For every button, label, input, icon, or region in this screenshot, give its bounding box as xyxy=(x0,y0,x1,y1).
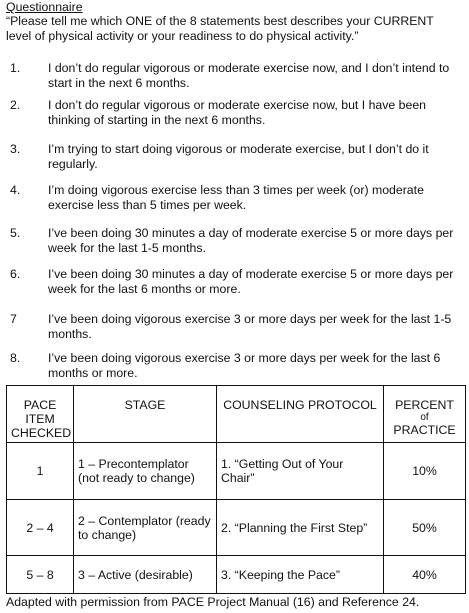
statement-number: 3. xyxy=(10,142,21,156)
table-row xyxy=(7,443,466,500)
statement-text: I’m doing vigorous exercise less than 3 times per week (or) moderate exercise less than 5 times per week. xyxy=(48,183,424,212)
cell-pace-item: 1 xyxy=(7,443,74,500)
cell-stage: 1 – Precontemplator (not ready to change) xyxy=(74,443,217,500)
table-header-row xyxy=(7,386,466,443)
statement-number: 7 xyxy=(10,312,17,326)
header-percent-top: PERCENT xyxy=(395,398,454,412)
header-stage: STAGE xyxy=(74,386,217,443)
header-percent xyxy=(384,386,466,443)
statement-number: 5. xyxy=(10,226,21,240)
statement-text: I’m trying to start doing vigorous or moderate exercise, but I don’t do it regularly. xyxy=(48,142,429,171)
table-row xyxy=(7,500,466,556)
statement-number: 4. xyxy=(10,183,21,197)
header-pace-item: PACE ITEM CHECKED xyxy=(7,386,74,443)
header-percent-bottom: PRACTICE xyxy=(393,423,456,437)
cell-percent: 40% xyxy=(384,556,466,594)
statement-text: I don’t do regular vigorous or moderate exercise now, and I don’t intend to start in the next 6 months. xyxy=(48,61,450,90)
statement-number: 2. xyxy=(10,98,21,112)
statement-number: 6. xyxy=(10,267,21,281)
cell-protocol: 1. “Getting Out of Your Chair” xyxy=(217,443,384,500)
header-percent-of: of xyxy=(420,412,429,423)
cell-stage: 2 – Contemplator (ready to change) xyxy=(74,500,217,556)
statement-number: 8. xyxy=(10,351,21,365)
statement-text: I don’t do regular vigorous or moderate exercise now, but I have been thinking of starting in the next 6 months. xyxy=(48,98,427,127)
statement-text: I’ve been doing vigorous exercise 3 or more days per week for the last 6 months or more. xyxy=(48,351,441,380)
statement-number: 1. xyxy=(10,61,21,75)
cell-percent: 10% xyxy=(384,443,466,500)
cell-stage: 3 – Active (desirable) xyxy=(74,556,217,594)
cell-pace-item: 2 – 4 xyxy=(7,500,74,556)
cell-protocol: 3. “Keeping the Pace” xyxy=(217,556,384,594)
questionnaire-prompt: “Please tell me which ONE of the 8 statements best describes your CURRENT level of physical activity or your readiness to do physical activity.” xyxy=(6,14,434,43)
statement-text: I’ve been doing 30 minutes a day of moderate exercise 5 or more days per week for the last 1-5 months. xyxy=(48,226,454,255)
cell-percent: 50% xyxy=(384,500,466,556)
cell-pace-item: 5 – 8 xyxy=(7,556,74,594)
statement-text: I’ve been doing vigorous exercise 3 or more days per week for the last 1-5 months. xyxy=(48,312,452,341)
footnote: Adapted with permission from PACE Project Manual (16) and Reference 24. xyxy=(6,595,420,609)
header-protocol: COUNSELING PROTOCOL xyxy=(217,386,384,443)
cell-protocol: 2. “Planning the First Step” xyxy=(217,500,384,556)
stage-table xyxy=(6,385,466,594)
statement-text: I’ve been doing 30 minutes a day of moderate exercise 5 or more days per week for the last 6 months or more. xyxy=(48,267,454,296)
table-row xyxy=(7,556,466,594)
questionnaire-title: Questionnaire xyxy=(6,0,83,14)
